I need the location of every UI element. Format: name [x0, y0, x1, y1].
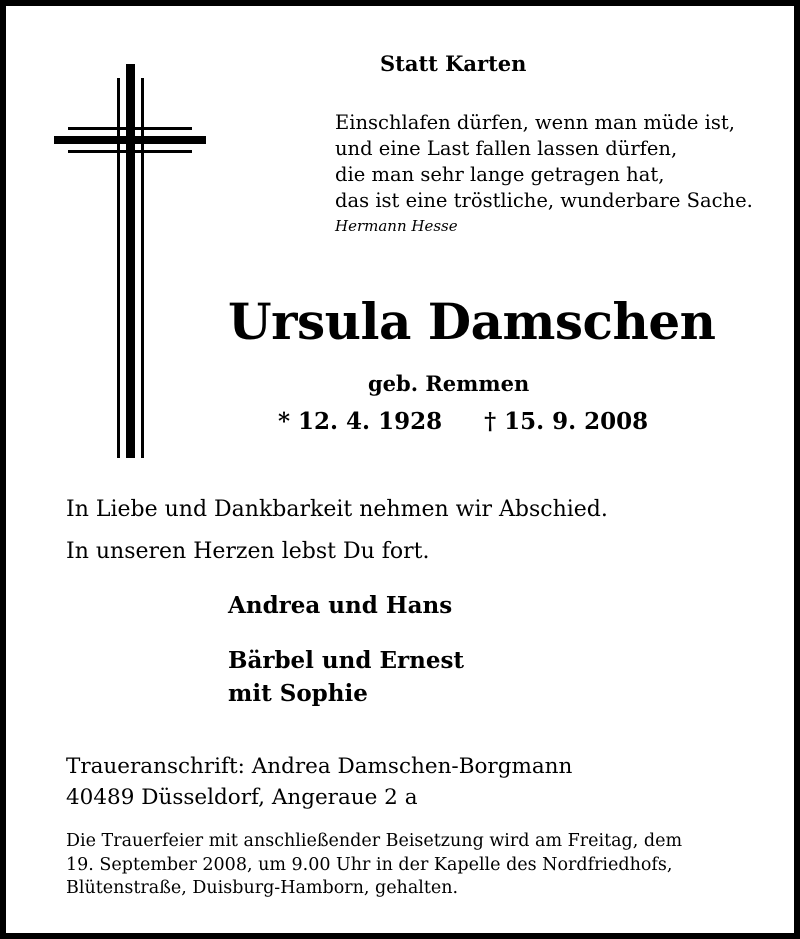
address-line: Traueranschrift: Andrea Damschen-Borgmann [66, 754, 573, 779]
funeral-line: Blütenstraße, Duisburg-Hamborn, gehalten. [66, 878, 459, 898]
birth-date: * 12. 4. 1928 [278, 408, 443, 435]
mourner-line: Bärbel und Ernest [228, 647, 465, 674]
farewell-line: In unseren Herzen lebst Du fort. [66, 539, 430, 564]
mourner-group: Andrea und Hans [228, 592, 453, 619]
funeral-line: Die Trauerfeier mit anschließender Beisetzung wird am Freitag, dem [66, 831, 683, 851]
poem [335, 110, 753, 214]
poem-line: die man sehr lange getragen hat, [335, 163, 665, 186]
poem-line: und eine Last fallen lassen dürfen, [335, 137, 678, 160]
birth-name: geb. Remmen [368, 371, 530, 396]
funeral-info [66, 830, 682, 901]
mourner-group [228, 644, 464, 710]
cross-icon [54, 64, 206, 458]
poem-line: Einschlafen dürfen, wenn man müde ist, [335, 111, 735, 134]
farewell-line: In Liebe und Dankbarkeit nehmen wir Abschied. [66, 497, 608, 522]
poem-line: das ist eine tröstliche, wunderbare Sache. [335, 189, 753, 212]
death-date: † 15. 9. 2008 [484, 408, 649, 435]
mourner-line: mit Sophie [228, 680, 368, 707]
heading-statt-karten: Statt Karten [380, 51, 527, 76]
address-line: 40489 Düsseldorf, Angeraue 2 a [66, 785, 418, 810]
funeral-line: 19. September 2008, um 9.00 Uhr in der Kapelle des Nordfriedhofs, [66, 854, 673, 875]
mourning-address [66, 751, 572, 813]
poem-author: Hermann Hesse [335, 217, 458, 235]
life-dates [278, 408, 648, 435]
deceased-name: Ursula Damschen [228, 292, 716, 351]
